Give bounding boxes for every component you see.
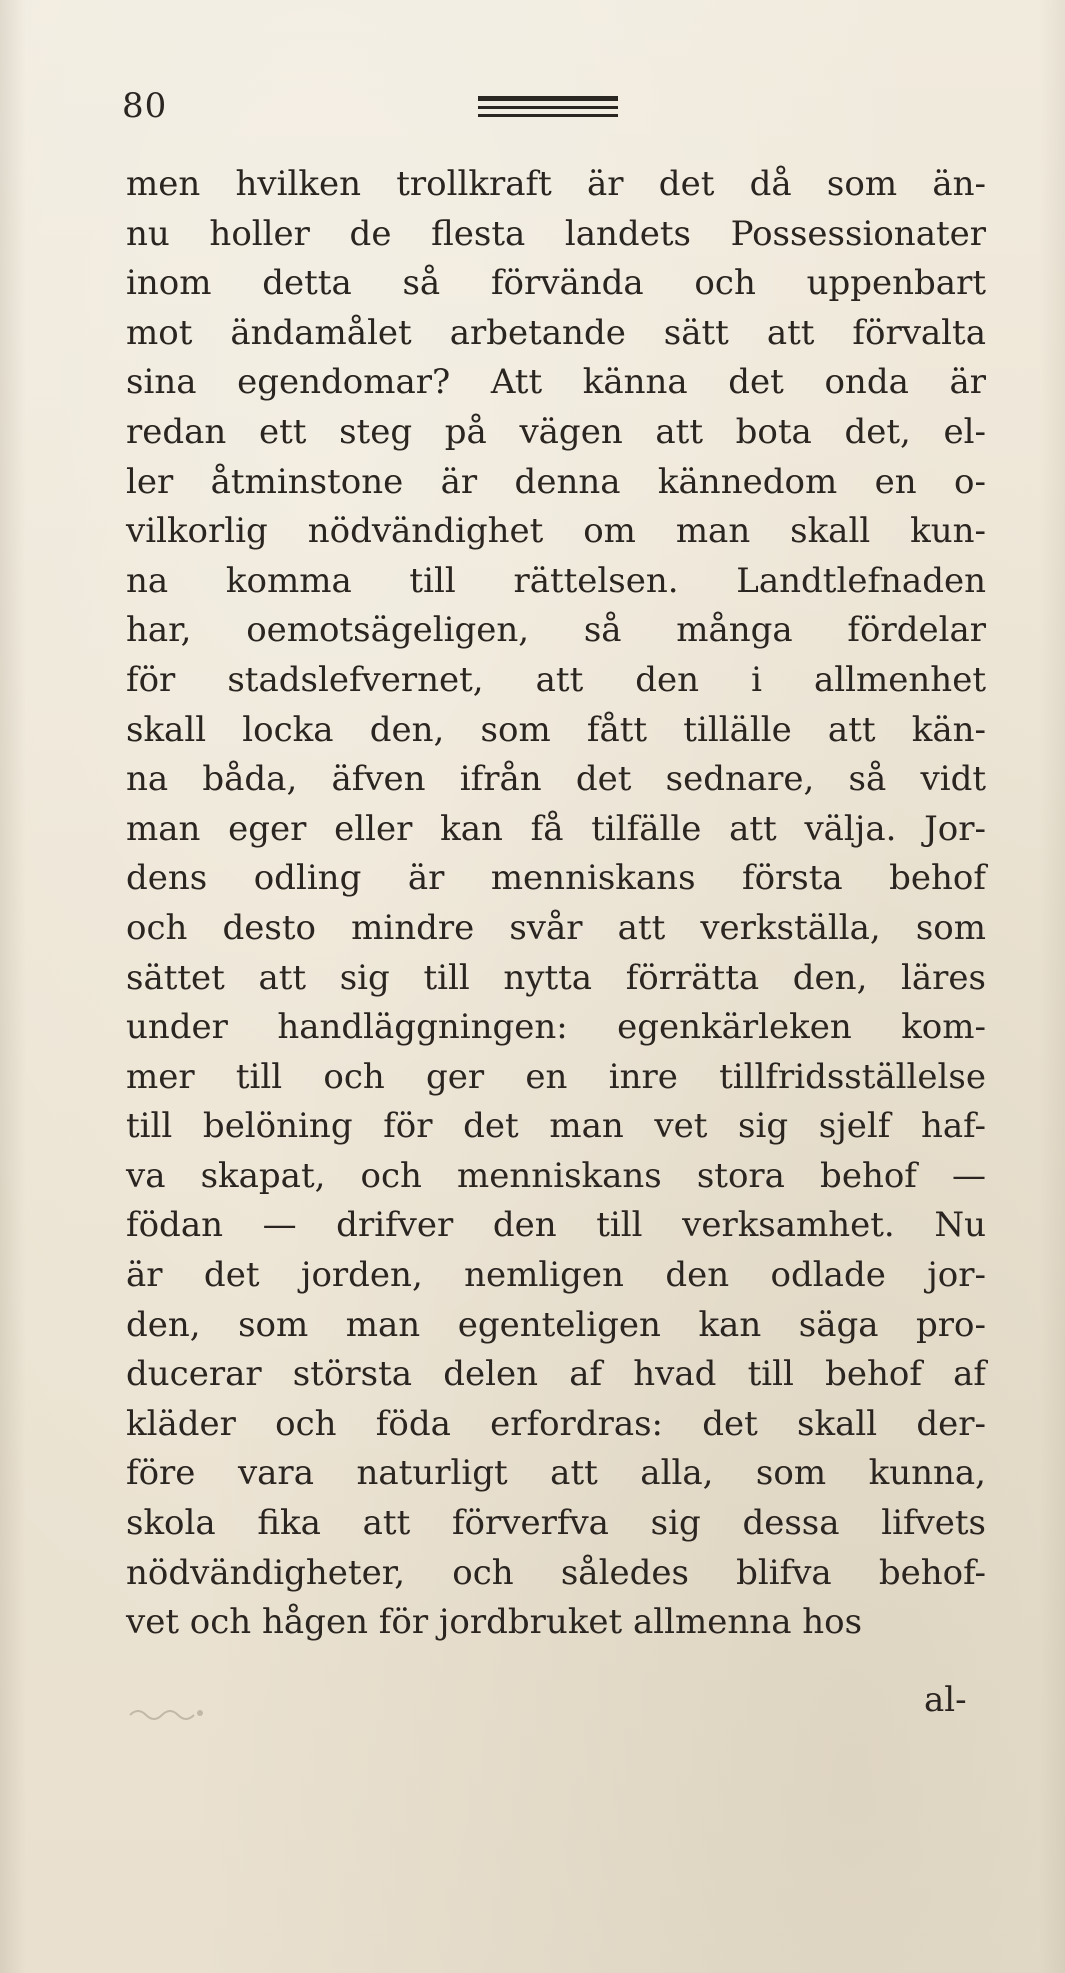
text-line: födan — drifver den till verksamhet. Nu [126,1205,986,1246]
text-line: nödvändigheter, och således blifva behof- [126,1552,986,1593]
body-text [126,160,986,1648]
text-line: va skapat, och menniskans stora behof — [126,1155,986,1196]
page-edge-shadow-right [1039,0,1065,1973]
text-line: sina egendomar? Att känna det onda är [126,362,986,403]
text-line: vet och hågen för jordbruket allmenna hos [126,1602,863,1643]
header-ornament-rule [478,96,618,126]
text-line: kläder och föda erfordras: det skall der- [126,1403,986,1444]
text-line: ducerar största delen af hvad till behof af [126,1354,986,1395]
catchword: al- [924,1680,967,1720]
text-line: na komma till rättelsen. Landtlefnaden [126,560,986,601]
text-line: nu holler de flesta landets Possessionater [126,213,986,254]
text-line: redan ett steg på vägen att bota det, el- [126,411,986,452]
text-line: är det jorden, nemligen den odlade jor- [126,1255,986,1296]
text-line: för stadslefvernet, att den i allmenhet [126,659,986,700]
text-line: före vara naturligt att alla, som kunna, [126,1453,986,1494]
page-edge-shadow-left [0,0,26,1973]
text-line: och desto mindre svår att verkställa, som [126,907,986,948]
text-line: under handläggningen: egenkärleken kom- [126,1007,986,1048]
text-line: sättet att sig till nytta förrätta den, läres [126,957,986,998]
text-line: dens odling är menniskans första behof [126,858,986,899]
text-line: skola fika att förverfva sig dessa lifvets [126,1503,986,1544]
text-line: man eger eller kan få tilfälle att välja. Jor- [126,808,986,849]
text-line: na båda, äfven ifrån det sednare, så vidt [126,759,986,800]
text-line: mot ändamålet arbetande sätt att förvalta [126,312,986,353]
text-line: till belöning för det man vet sig sjelf haf- [126,1106,986,1147]
text-line: inom detta så förvända och uppenbart [126,263,986,304]
text-line: mer till och ger en inre tillfridsställelse [126,1056,986,1097]
text-line: men hvilken trollkraft är det då som än- [126,164,986,204]
page-number: 80 [122,86,168,126]
faded-signature-mark [128,1703,208,1725]
text-line: skall locka den, som fått tillälle att kän- [126,709,986,750]
text-line: vilkorlig nödvändighet om man skall kun- [126,511,986,552]
text-line: ler åtminstone är denna kännedom en o- [126,461,986,502]
text-line: den, som man egenteligen kan säga pro- [126,1304,986,1345]
text-line: har, oemotsägeligen, så många fördelar [126,610,986,651]
